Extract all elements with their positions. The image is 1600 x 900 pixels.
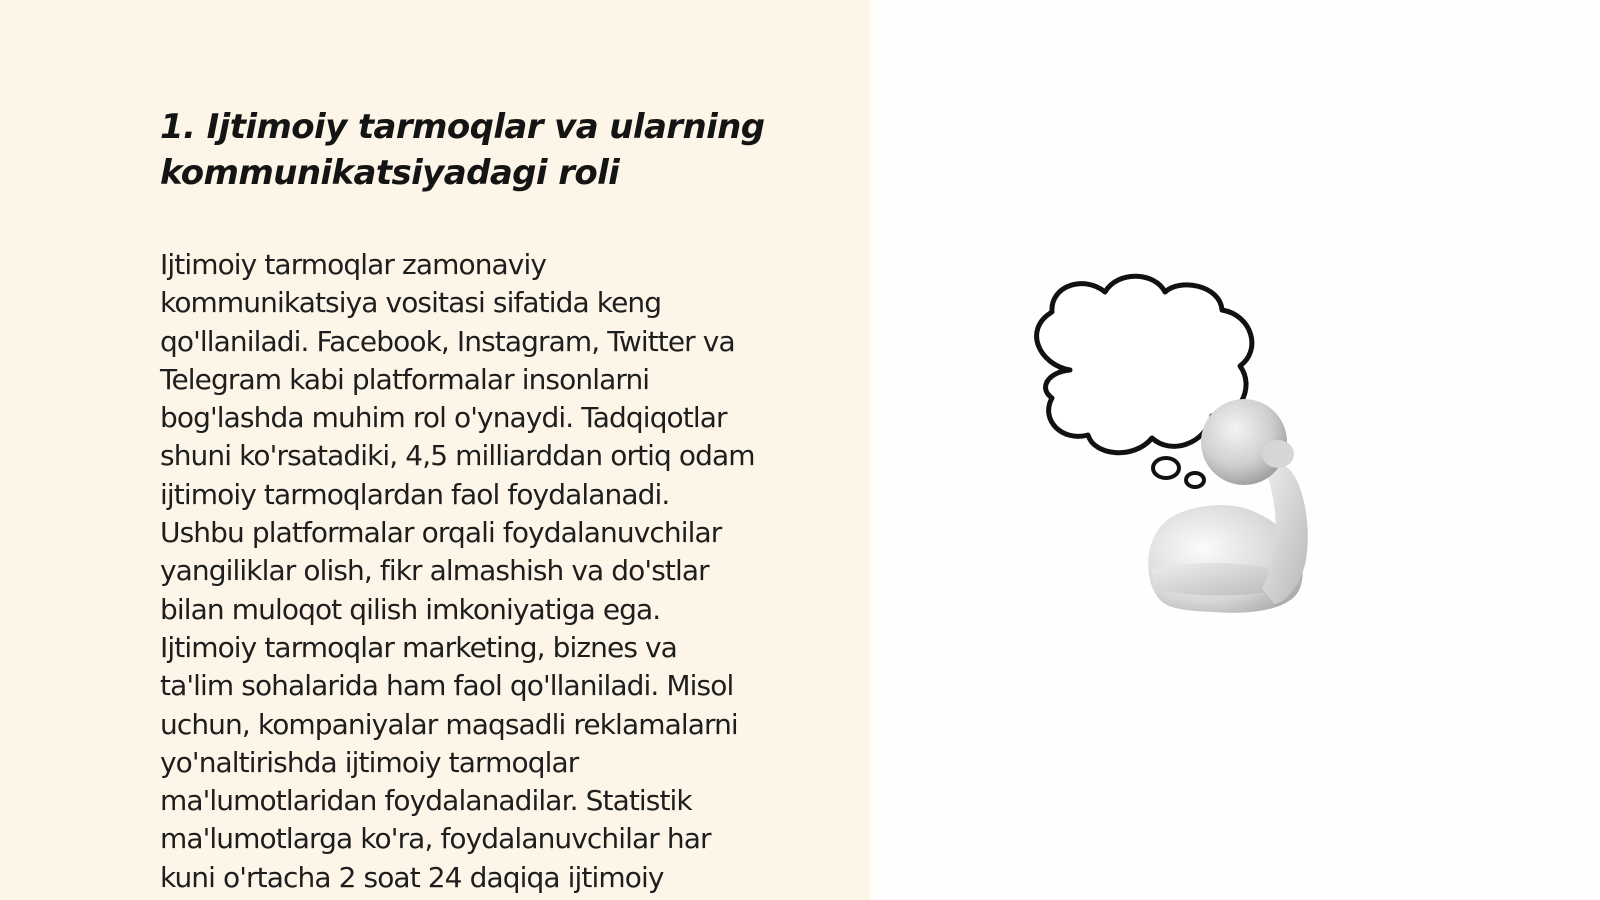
slide-title: 1. Ijtimoiy tarmoqlar va ularning kommunikatsiyadagi roli [160, 107, 765, 193]
thinking-person-icon [1030, 270, 1350, 620]
slide-body-text: Ijtimoiy tarmoqlar zamonaviy kommunikatsiya vositasi sifatida keng qo'llaniladi. Facebook, Instagram, Twitter va Telegram kabi platformalar insonlarni bog'lashda muhim rol o'ynaydi. Tadqiqotlar shuni ko'rsatadiki, 4,5 milliarddan ortiq odam ijtimoiy tarmoqlardan faol foydalanadi. Ushbu platformalar orqali foydalanuvchilar yangiliklar olish, fikr almashish va do'stlar bilan muloqot qilish imkoniyatiga ega. Ijtimoiy tarmoqlar marketing, biznes va ta'lim sohalarida ham faol qo'llaniladi. Misol uchun, kompaniyalar maqsadli reklamalarni yo'naltirishda ijtimoiy tarmoqlar ma'lumotlaridan foydalanadilar. Statistik ma'lumotlarga ko'ra, foydalanuvchilar har kuni o'rtacha 2 soat 24 daqiqa ijtimoiy [160, 248, 755, 894]
